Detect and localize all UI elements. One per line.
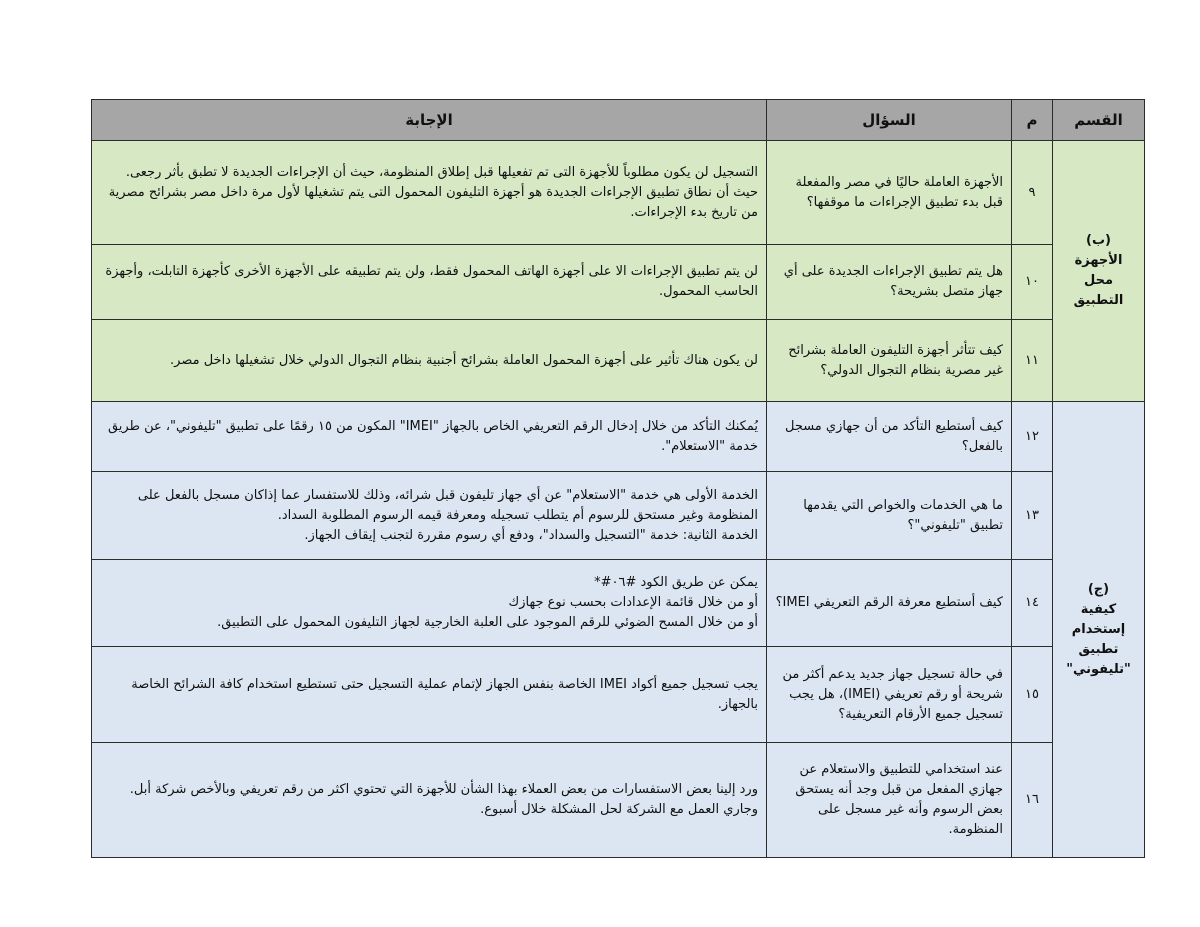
header-answer: الإجابة xyxy=(92,100,767,141)
answer-line: أو من خلال المسح الضوئي للرقم الموجود على العلبة الخارجية لجهاز التليفون المحمول على التطبيق. xyxy=(217,615,758,630)
answer-cell xyxy=(92,402,767,472)
row-number: ١٥ xyxy=(1012,647,1053,743)
answer-line: لن يكون هناك تأثير على أجهزة المحمول العاملة بشرائح أجنبية بنظام التجوال الدولي خلال تشغيلها داخل مصر. xyxy=(170,352,758,368)
answer-cell xyxy=(92,245,767,320)
header-question: السؤال xyxy=(767,100,1012,141)
section-label-devices xyxy=(1053,141,1145,402)
answer-line: يمكن عن طريق الكود #٠٦#* xyxy=(594,575,758,590)
answer-cell xyxy=(92,647,767,743)
answer-line: الخدمة الأولى هي خدمة "الاستعلام" عن أي جهاز تليفون قبل شرائه، وذلك للاستفسار عما إذاكان مسجل بالفعل على المنظومة وغير مستحق للرسوم أم يتطلب تسجيله ومعرفة قيمه الرسوم المطلوبة السداد. xyxy=(137,487,758,523)
row-number: ١٢ xyxy=(1012,402,1053,472)
answer-line: يُمكنك التأكد من خلال إدخال الرقم التعريفي الخاص بالجهاز "IMEI" المكون من ١٥ رقمًا على تطبيق "تليفوني"، عن طريق خدمة "الاستعلام". xyxy=(107,418,758,454)
table-row xyxy=(92,245,1145,320)
answer-line: لن يتم تطبيق الإجراءات الا على أجهزة الهاتف المحمول فقط، ولن يتم تطبيقه على الأجهزة الأخرى كأجهزة التابلت، وأجهزة الحاسب المحمول. xyxy=(105,264,758,299)
table-row xyxy=(92,560,1145,647)
section-label-line: محل xyxy=(1083,273,1114,288)
section-label-app-usage xyxy=(1053,402,1145,858)
question-cell: في حالة تسجيل جهاز جديد يدعم أكثر من شريحة أو رقم تعريفي (IMEI)، هل يجب تسجيل جميع الأرقام التعريفية؟ xyxy=(767,647,1012,743)
answer-line: يجب تسجيل جميع أكواد IMEI الخاصة بنفس الجهاز لإتمام عملية التسجيل حتى تستطيع استخدام كافة الشرائح الخاصة بالجهاز. xyxy=(131,676,758,712)
answer-line: التسجيل لن يكون مطلوباً للأجهزة التى تم تفعيلها قبل إطلاق المنظومة، حيث أن الإجراءات الجديدة لا تطبق بأثر رجعى. xyxy=(125,164,758,180)
row-number: ١٦ xyxy=(1012,743,1053,858)
section-label-line: "تليفوني" xyxy=(1066,661,1131,677)
table-row xyxy=(92,320,1145,402)
answer-cell xyxy=(92,472,767,560)
row-number: ٩ xyxy=(1012,141,1053,245)
table-row xyxy=(92,402,1145,472)
header-num: م xyxy=(1012,100,1053,141)
row-number: ١١ xyxy=(1012,320,1053,402)
table-header xyxy=(92,100,1145,141)
section-label-line: التطبيق xyxy=(1073,293,1124,308)
question-cell: كيف تتأثر أجهزة التليفون العاملة بشرائح غير مصرية بنظام التجوال الدولي؟ xyxy=(767,320,1012,402)
section-label-line: (ب) xyxy=(1086,233,1111,248)
question-cell: كيف أستطيع التأكد من أن جهازي مسجل بالفعل؟ xyxy=(767,402,1012,472)
question-cell: هل يتم تطبيق الإجراءات الجديدة على أي جهاز متصل بشريحة؟ xyxy=(767,245,1012,320)
table-row xyxy=(92,743,1145,858)
section-label-line: إستخدام xyxy=(1071,621,1126,637)
row-number: ١٤ xyxy=(1012,560,1053,647)
table-row xyxy=(92,141,1145,245)
header-row xyxy=(92,100,1145,141)
header-section: القسم xyxy=(1053,100,1145,141)
answer-line: الخدمة الثانية: خدمة "التسجيل والسداد"، ودفع أي رسوم مقررة لتجنب إيقاف الجهاز. xyxy=(304,527,758,543)
question-cell: الأجهزة العاملة حاليًا في مصر والمفعلة قبل بدء تطبيق الإجراءات ما موقفها؟ xyxy=(767,141,1012,245)
answer-cell xyxy=(92,560,767,647)
question-cell: ما هي الخدمات والخواص التي يقدمها تطبيق "تليفوني"؟ xyxy=(767,472,1012,560)
row-number: ١٣ xyxy=(1012,472,1053,560)
faq-table xyxy=(91,99,1145,858)
answer-line: حيث أن نطاق تطبيق الإجراءات الجديدة هو أجهزة التليفون المحمول التى يتم تشغيلها لأول مرة داخل مصر بشرائح مصرية من تاريخ بدء الإجراءات. xyxy=(108,184,758,220)
question-cell: كيف أستطيع معرفة الرقم التعريفي IMEI؟ xyxy=(767,560,1012,647)
row-number: ١٠ xyxy=(1012,245,1053,320)
section-label-line: كيفية xyxy=(1080,601,1117,617)
section-label-line: الأجهزة xyxy=(1074,253,1123,268)
answer-cell xyxy=(92,743,767,858)
answer-line: ورد إلينا بعض الاستفسارات من بعض العملاء بهذا الشأن للأجهزة التي تحتوي اكثر من رقم تعريفي وبالأخص شركة أبل. وجاري العمل مع الشركة لحل المشكلة خلال أسبوع. xyxy=(129,782,758,817)
answer-line: أو من خلال قائمة الإعدادات بحسب نوع جهازك xyxy=(508,595,758,610)
table-row xyxy=(92,472,1145,560)
table-row xyxy=(92,647,1145,743)
answer-cell xyxy=(92,320,767,402)
table-body xyxy=(92,141,1145,858)
answer-cell xyxy=(92,141,767,245)
section-label-line: تطبيق xyxy=(1078,641,1119,657)
question-cell: عند استخدامي للتطبيق والاستعلام عن جهازي المفعل من قبل وجد أنه يستحق بعض الرسوم وأنه غير مسجل على المنظومة. xyxy=(767,743,1012,858)
section-label-line: (ج) xyxy=(1087,581,1110,597)
